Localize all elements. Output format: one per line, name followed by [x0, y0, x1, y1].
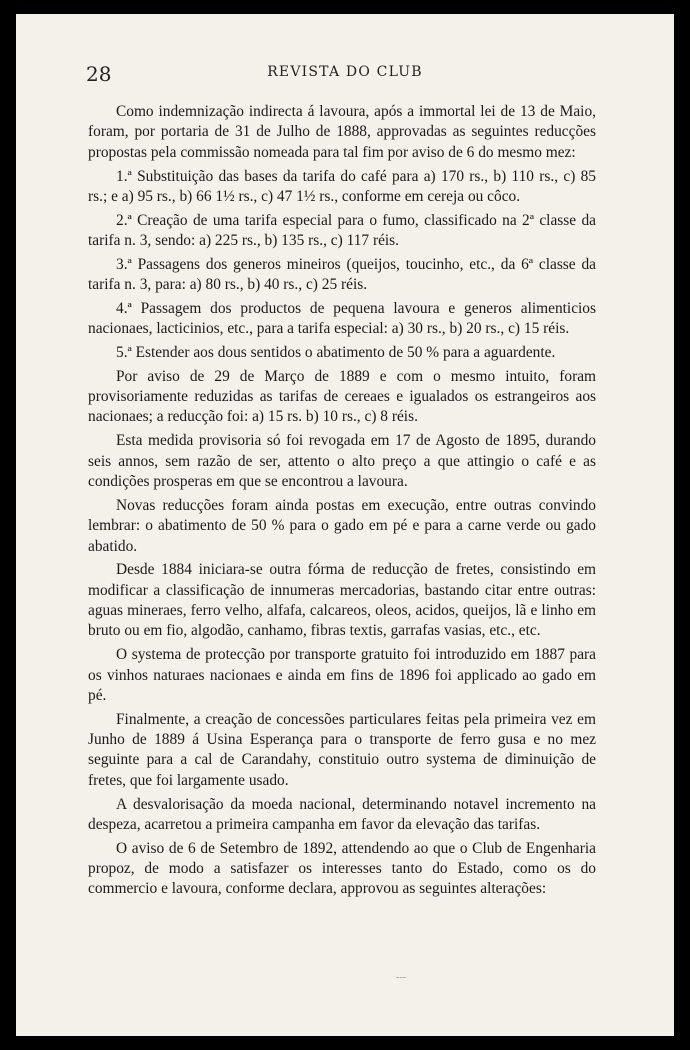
document-page	[16, 14, 674, 1036]
paragraph: A desvalorisação da moeda nacional, determinando notavel incremento na despeza, acarretou a primeira campanha em favor da elevação das tarifas.	[88, 795, 596, 833]
paragraph: 1.ª Substituição das bases da tarifa do café para a) 170 rs., b) 110 rs., c) 85 rs.; e a) 95 rs., b) 66 1½ rs., c) 47 1½ rs., conforme em cereja ou côco.	[88, 167, 596, 205]
paragraph: O aviso de 6 de Setembro de 1892, attendendo ao que o Club de Engenharia propoz, de modo a satisfazer os interesses tanto do Estado, como os do commercio e lavoura, conforme declara, approvou as seguintes alterações:	[88, 839, 596, 898]
page-header	[16, 62, 674, 92]
body-text	[88, 102, 596, 903]
paragraph: Por aviso de 29 de Março de 1889 e com o mesmo intuito, foram provisoriamente reduzidas as tarifas de cereaes e igualados os estrangeiros aos nacionaes; a reducção foi: a) 15 rs. b) 10 rs., c) 8 réis.	[88, 367, 596, 426]
paragraph: 5.ª Estender aos dous sentidos o abatimento de 50 % para a aguardente.	[116, 343, 556, 361]
paragraph: Como indemnização indirecta á lavoura, após a immortal lei de 13 de Maio, foram, por portaria de 31 de Julho de 1888, approvadas as seguintes reducções propostas pela commissão nomeada para tal fim por aviso de 6 do mesmo mez:	[88, 103, 596, 161]
paragraph: 3.ª Passagens dos generos mineiros (queijos, toucinho, etc., da 6ª classe da tarifa n. 3, para: a) 80 rs., b) 40 rs., c) 25 réis.	[88, 255, 596, 294]
running-head: REVISTA DO CLUB	[267, 64, 423, 80]
paragraph: Desde 1884 iniciara-se outra fórma de reducção de fretes, consistindo em modificar a classificação de innumeras mercadorias, bastando citar entre outras: aguas mineraes, ferro velho, alfafa, calcareos, oleos, acidos, queijos, lã e linho em bruto ou em fio, algodão, canhamo, fibras textis, garrafas vasias, etc., etc.	[88, 561, 596, 640]
footer-mark: ---	[396, 972, 406, 983]
paragraph: O systema de protecção por transporte gratuito foi introduzido em 1887 para os vinhos naturaes nacionaes e ainda em fins de 1896 foi applicado ao gado em pé.	[88, 646, 596, 704]
paragraph: Finalmente, a creação de concessões particulares feitas pela primeira vez em Junho de 1889 á Usina Esperança para o transporte de ferro gusa e no mez seguinte para a cal de Carandahy, constituio outro systema de diminuição de fretes, que foi largamente usado.	[88, 710, 596, 789]
paragraph: 2.ª Creação de uma tarifa especial para o fumo, classificado na 2ª classe da tarifa n. 3, sendo: a) 225 rs., b) 135 rs., c) 117 réis.	[88, 211, 596, 250]
paragraph: Esta medida provisoria só foi revogada em 17 de Agosto de 1895, durando seis annos, sem razão de ser, attento o alto preço a que attingio o café e as condições prosperas em que se encontrou a lavoura.	[88, 432, 596, 490]
page-number: 28	[86, 62, 112, 86]
paragraph: Novas reducções foram ainda postas em execução, entre outras convindo lembrar: o abatimento de 50 % para o gado em pé e para a carne verde ou gado abatido.	[88, 496, 596, 555]
paragraph: 4.ª Passagem dos productos de pequena lavoura e generos alimenticios nacionaes, lacticinios, etc., para a tarifa especial: a) 30 rs., b) 20 rs., c) 15 réis.	[88, 299, 596, 338]
